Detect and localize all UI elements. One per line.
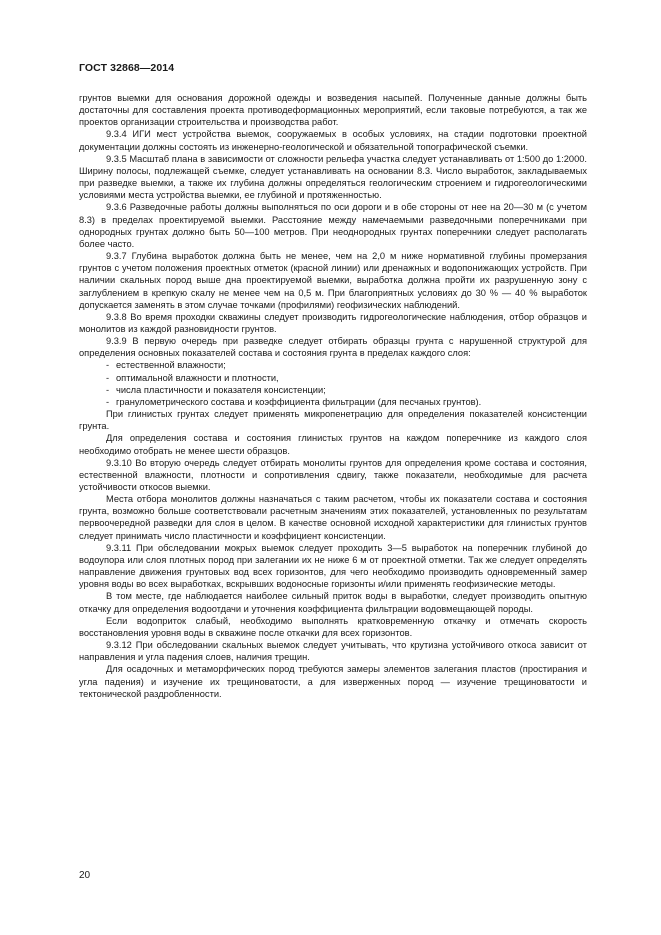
list-item-text: оптимальной влажности и плотности, xyxy=(116,372,279,383)
list-item xyxy=(79,384,587,396)
paragraph-9-3-7: 9.3.7 Глубина выработок должна быть не менее, чем на 2,0 м ниже нормативной глубины промерзания грунтов с учетом положения проектных отметок (красной линии) или дренажных и водопонижающих устройств. При наличии скальных пород выше дна проектируемой выемки, выработка должна пройти их разрушенную зону с заглублением в крепкую скалу не менее чем на 0,5 м. При благоприятных условиях до 30 % — 40 % выработок допускается заменять в этом случае точками (профилями) геофизических наблюдений. xyxy=(79,251,587,310)
list-item-text: гранулометрического состава и коэффициента фильтрации (для песчаных грунтов). xyxy=(116,396,482,407)
paragraph: Если водоприток слабый, необходимо выполнять кратковременную откачку и отмечать скорость восстановления уровня воды в скважине после откачки для всех горизонтов. xyxy=(79,615,587,638)
dash-bullet: - xyxy=(106,372,110,383)
paragraph-9-3-6: 9.3.6 Разведочные работы должны выполняться по оси дороги и в обе стороны от нее на 20—30 м (с учетом 8.3) в пределах проектируемой выемки. Расстояние между намечаемыми разведочными поперечниками при однородных грунтах должно быть 50—100 метров. При неоднородных грунтах поперечники следует располагать более часто. xyxy=(79,202,587,249)
paragraph-9-3-12: 9.3.12 При обследовании скальных выемок следует учитывать, что крутизна устойчивого откоса зависит от направления и угла падения слоев, наличия трещин. xyxy=(79,640,587,663)
paragraph: Для осадочных и метаморфических пород требуются замеры элементов залегания пластов (простирания и угла падения) и изучение их трещиноватости, а для изверженных пород — изучение трещиноватости и тектонической раздробленности. xyxy=(79,664,587,699)
list-item-text: естественной влажности; xyxy=(116,360,226,371)
document-body xyxy=(79,92,587,700)
page-number: 20 xyxy=(79,870,91,881)
paragraph-9-3-5: 9.3.5 Масштаб плана в зависимости от сложности рельефа участка следует устанавливать от 1:500 до 1:2000. Ширину полосы, подлежащей съемке, следует устанавливать на основании 8.3. Число выработок, закладываемых при разведке выемки, а также их глубина должны определяться геологическим строением и гидрогеологическими условиями места устройства выемки, ее глубиной и протяженностью. xyxy=(79,153,587,201)
paragraph: Для определения состава и состояния глинистых грунтов на каждом поперечнике из каждого слоя необходимо отобрать не менее шести образцов. xyxy=(79,433,587,456)
paragraph-9-3-11: 9.3.11 При обследовании мокрых выемок следует проходить 3—5 выработок на поперечник глубиной до водоупора или слоя плотных пород при залегании их не ниже 6 м от проектной отметки. Так же следует определять направление движения грунтовых вод всех горизонтов, для чего необходимо производить одновременный замер уровня воды во всех выработках, вскрывших водоносные горизонты и/или применять геофизические методы. xyxy=(79,542,587,590)
paragraph-9-3-10: 9.3.10 Во вторую очередь следует отбирать монолиты грунтов для определения кроме состава и состояния, естественной влажности, плотности и сопротивления сдвигу, также показатели, необходимые для расчета устойчивости откосов выемки. xyxy=(79,457,587,492)
paragraph-9-3-4: 9.3.4 ИГИ мест устройства выемок, сооружаемых в особых условиях, на стадии подготовки проектной документации должны состоять из инженерно-геологической и обязательной топографической съемки. xyxy=(79,129,587,152)
paragraph: грунтов выемки для основания дорожной одежды и возведения насыпей. Полученные данные должны быть достаточны для составления проекта противодеформационных мероприятий, если таковые потребуются, а так же проектов организации строительства и производства работ. xyxy=(79,93,587,128)
paragraph: При глинистых грунтах следует применять микропенетрацию для определения показателей консистенции грунта. xyxy=(79,409,587,432)
dash-bullet: - xyxy=(106,396,110,407)
list-item-text: числа пластичности и показателя консистенции; xyxy=(116,384,326,395)
dash-bullet: - xyxy=(106,360,110,371)
list-item xyxy=(79,396,587,408)
list-item xyxy=(79,359,587,371)
dash-bullet: - xyxy=(106,384,110,395)
paragraph-9-3-8: 9.3.8 Во время проходки скважины следует производить гидрогеологические наблюдения, отбор образцов и монолитов из каждой разновидности грунтов. xyxy=(79,311,587,334)
paragraph-9-3-9: 9.3.9 В первую очередь при разведке следует отбирать образцы грунта с нарушенной структурой для определения основных показателей состава и состояния грунта в пределах каждого слоя: xyxy=(79,336,587,359)
paragraph: Места отбора монолитов должны назначаться с таким расчетом, чтобы их показатели состава и состояния грунта, возможно больше соответствовали расчетным значениям этих показателей, установленных по результатам первоочередной разведки для слоя в целом. В качестве основной исходной характеристики для глинистых грунтов следует принимать число пластичности и коэффициент консистенции. xyxy=(79,494,587,541)
paragraph: В том месте, где наблюдается наиболее сильный приток воды в выработки, следует производить опытную откачку для определения водоотдачи и уточнения коэффициента фильтрации водовмещающей породы. xyxy=(79,591,587,614)
standard-header: ГОСТ 32868—2014 xyxy=(79,62,175,74)
list-item xyxy=(79,372,587,384)
